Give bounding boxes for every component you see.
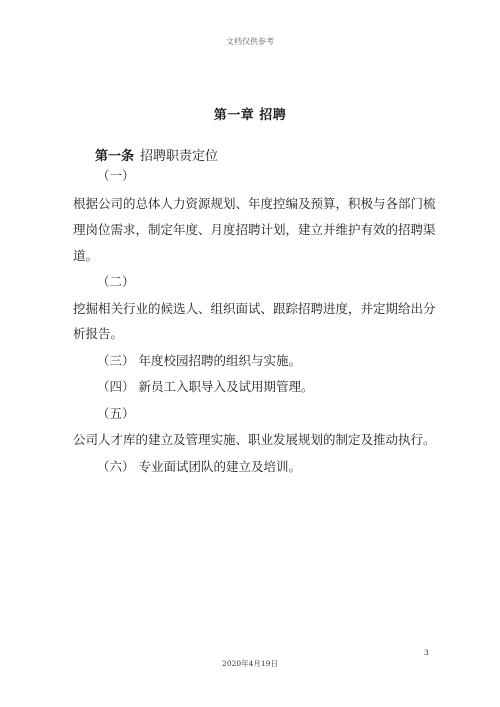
item-4: （四） 新员工入职导入及试用期管理。 [97, 379, 314, 394]
item-2-marker: （二） [97, 274, 135, 289]
article-number: 第一条 [95, 149, 135, 164]
header-note: 文档仅供参考 [226, 37, 274, 46]
footer-date: 2020年4月19日 [222, 659, 278, 668]
item-5-marker: （五） [97, 406, 135, 421]
item-2-line-1: 挖掘相关行业的候选人、组织面试、跟踪招聘进度，并定期给出分 [73, 301, 436, 316]
page-number: 3 [424, 648, 429, 657]
article-heading [95, 145, 218, 164]
item-1-line-3: 道。 [73, 248, 99, 263]
item-6: （六） 专业面试团队的建立及培训。 [97, 459, 301, 474]
item-1-line-2: 理岗位需求，制定年度、月度招聘计划，建立并维护有效的招聘渠 [73, 222, 436, 237]
item-3: （三） 年度校园招聘的组织与实施。 [97, 353, 301, 368]
item-5-line-1: 公司人才库的建立及管理实施、职业发展规划的制定及推动执行。 [73, 432, 436, 447]
article-title: 招聘职责定位 [140, 149, 219, 164]
item-1-line-1: 根据公司的总体人力资源规划、年度控编及预算，积极与各部门梳 [73, 196, 436, 211]
chapter-title: 第一章 招聘 [213, 108, 287, 123]
item-1-marker: （一） [97, 168, 135, 183]
item-2-line-2: 析报告。 [73, 326, 124, 341]
